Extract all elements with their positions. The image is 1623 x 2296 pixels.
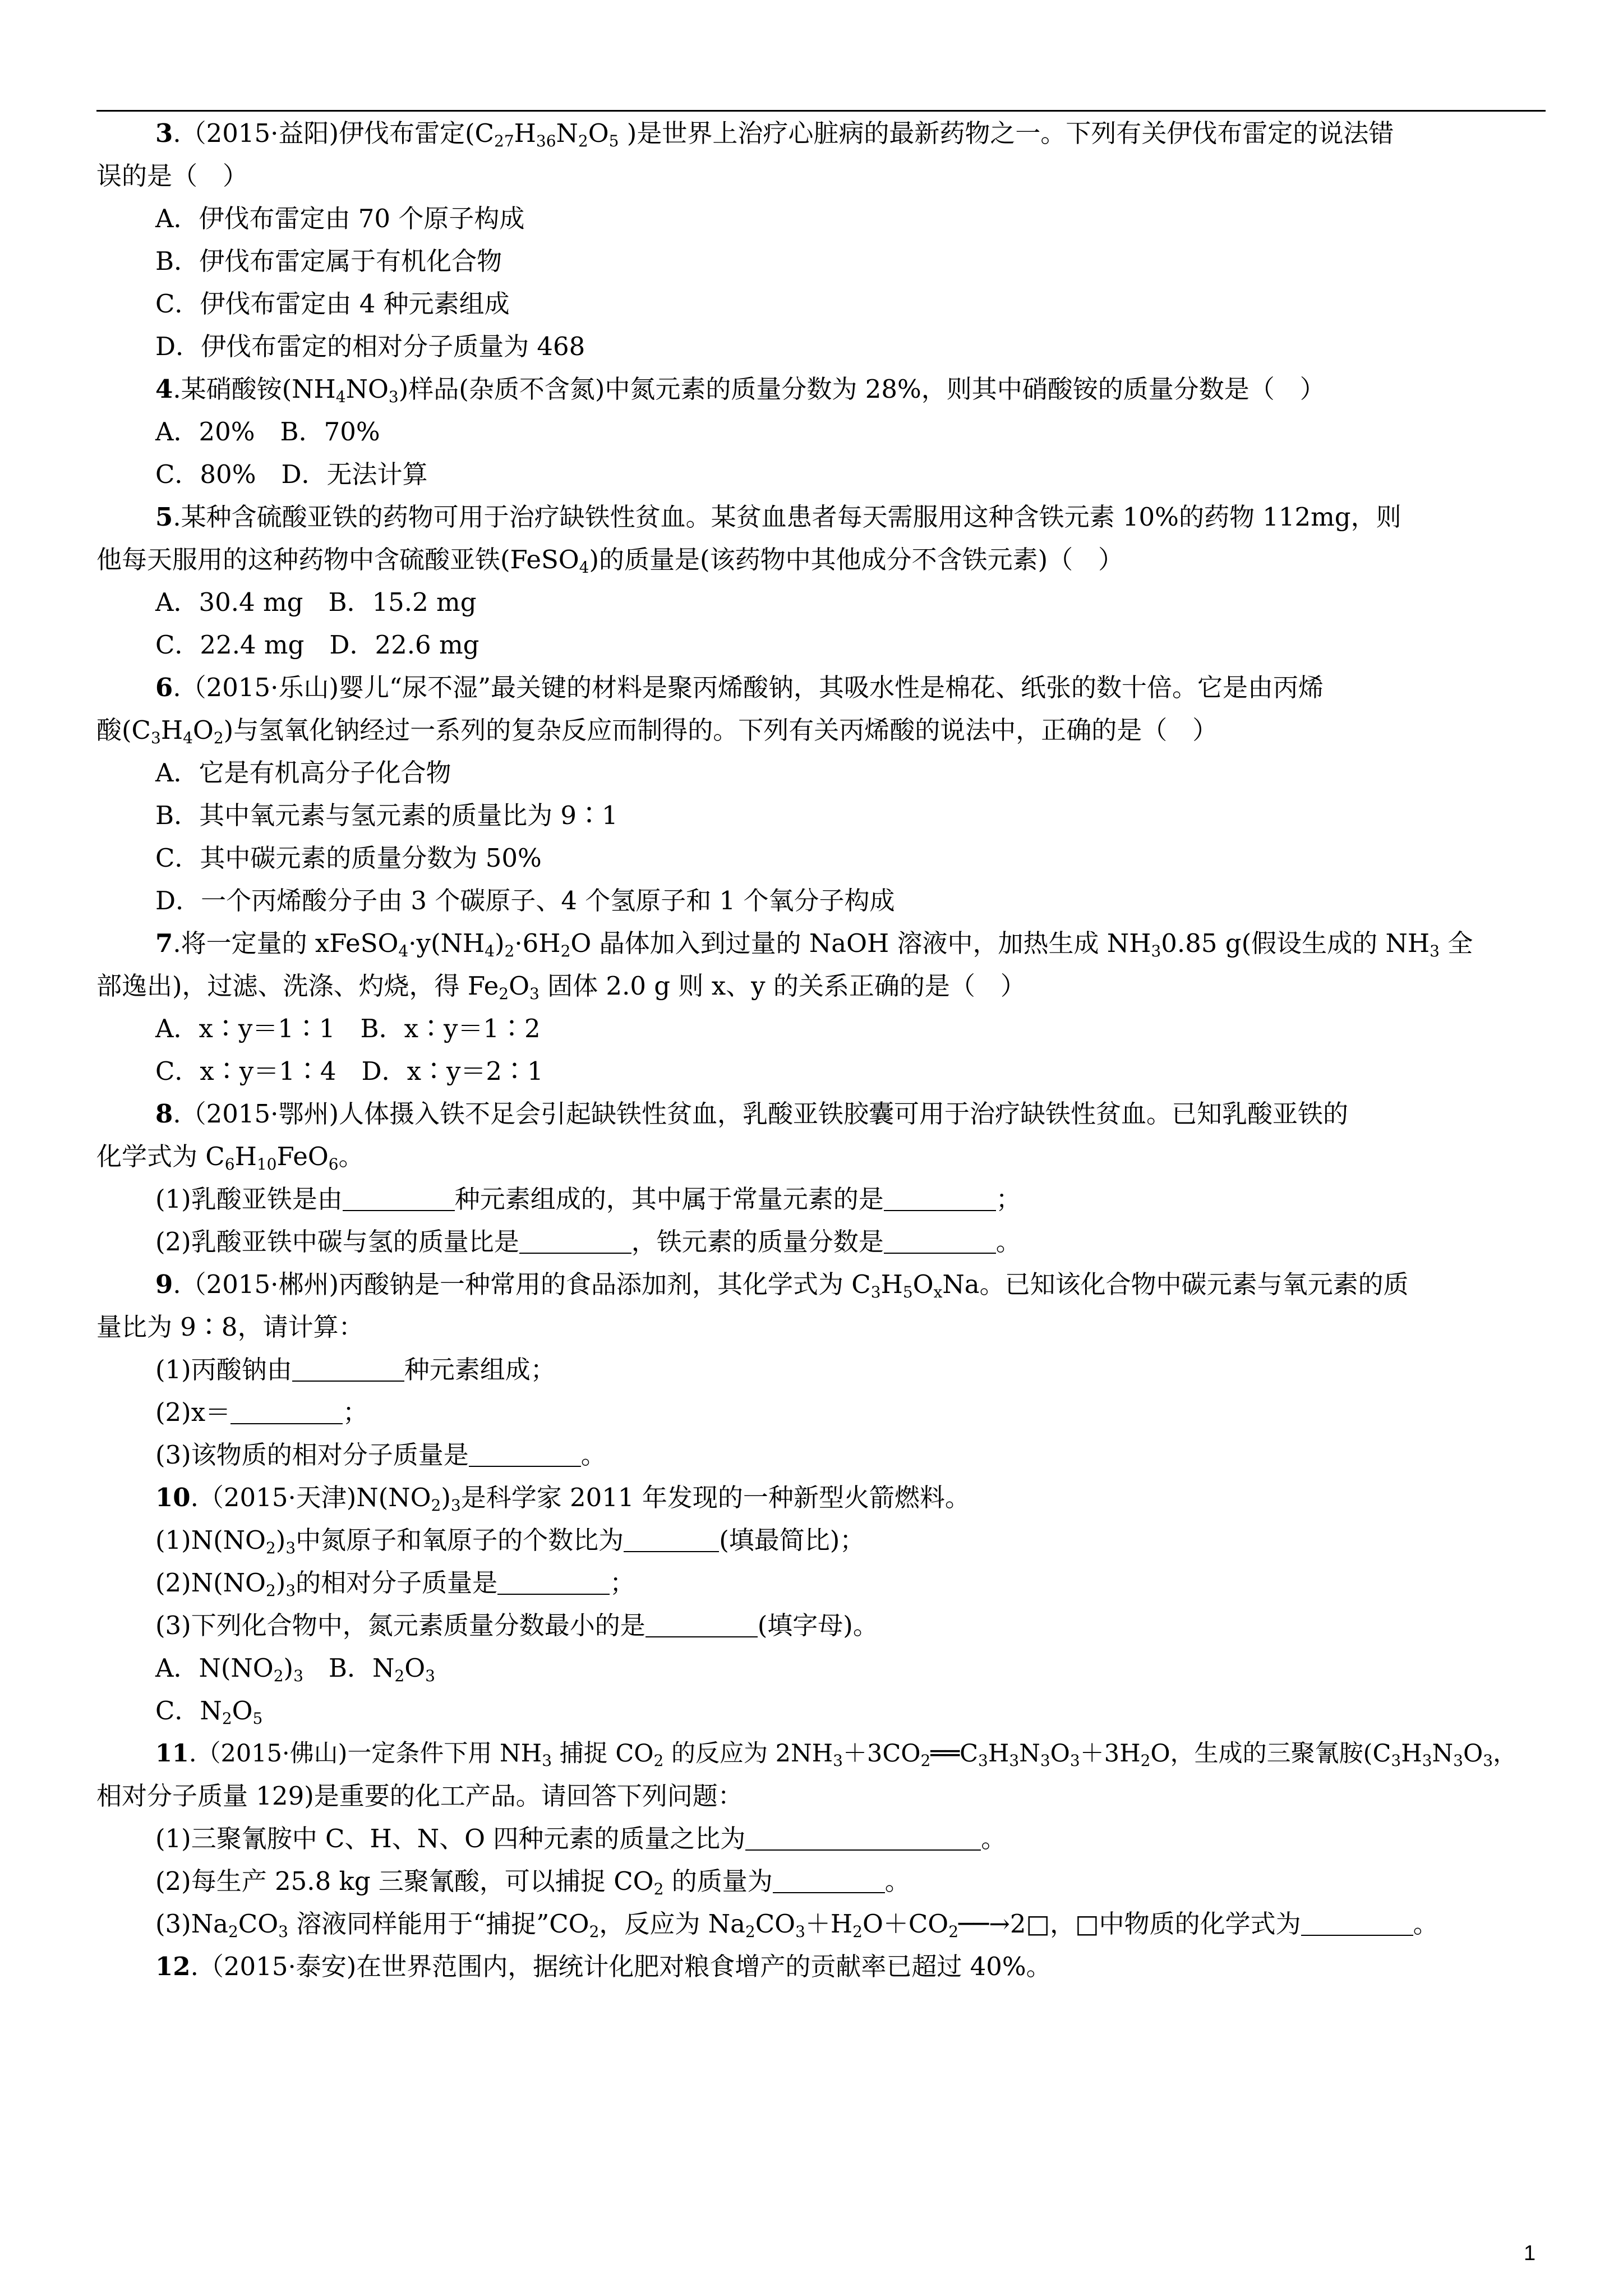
answer-blank[interactable] <box>624 1526 719 1552</box>
question-8-part-2: (2)乳酸亚铁中碳与氢的质量比是 ，铁元素的质量分数是 。 <box>155 1227 1021 1257</box>
question-11-part-2: (2)每生产 25.8 kg 三聚氰酸，可以捕捉 $CO_2$ 的质量为 。 <box>155 1866 910 1898</box>
answer-blank[interactable] <box>645 1612 758 1637</box>
question-6-line-1: 6.（2015·乐山)婴儿“尿不湿”最关键的材料是聚丙烯酸钠，其吸水性是棉花、纸张的数十倍。它是由丙烯 <box>155 673 1324 702</box>
answer-blank[interactable] <box>292 1356 404 1382</box>
answer-blank[interactable] <box>773 1867 885 1893</box>
question-9-line-1: 9.（2015·郴州)丙酸钠是一种常用的食品添加剂，其化学式为 $C_3H_5O_xNa$。已知该化合物中碳元素与氧元素的质 <box>155 1269 1409 1301</box>
question-8-line-1: 8.（2015·鄂州)人体摄入铁不足会引起缺铁性贫血，乳酸亚铁胶囊可用于治疗缺铁性贫血。已知乳酸亚铁的 <box>155 1099 1349 1129</box>
question-7-options-ab: A．x∶y＝1∶1 B．x∶y＝1∶2 <box>155 1014 541 1043</box>
question-6-option-c: C．其中碳元素的质量分数为 50% <box>155 843 542 873</box>
question-3-option-a: A．伊伐布雷定由 70 个原子构成 <box>155 204 525 233</box>
question-9-part-3: (3)该物质的相对分子质量是 。 <box>155 1440 606 1470</box>
question-10-line-1: 10.（2015·天津)$N(NO_2)_3$是科学家 2011 年发现的一种新型火箭燃料。 <box>155 1483 970 1515</box>
question-10-part-2: $(2)N(NO_2)_3$的相对分子质量是 ； <box>155 1568 635 1600</box>
question-9-part-2: (2)x＝ ； <box>155 1397 368 1427</box>
question-10-options-ab: A．$N(NO_2)_3$ B．$N_2O_3$ <box>155 1653 435 1685</box>
answer-blank[interactable] <box>230 1398 343 1424</box>
question-11-part-3: $(3)Na_2CO_3$ 溶液同样能用于“捕捉$”CO_2$，反应为 $Na_2CO_3+H_2O+CO_2──\to 2□$，□中物质的化学式为 。 <box>155 1909 1438 1941</box>
question-3-option-d: D．伊伐布雷定的相对分子质量为 468 <box>155 332 585 361</box>
answer-blank[interactable] <box>343 1185 455 1211</box>
page-number: 1 <box>1524 2242 1536 2265</box>
question-3-line-1: 3.（2015·益阳)伊伐布雷定($C_{27}H_{36}N_2O_5$ )是世界上治疗心脏病的最新药物之一。下列有关伊伐布雷定的说法错 <box>155 118 1394 150</box>
question-10-part-3: (3)下列化合物中，氮元素质量分数最小的是 (填字母)。 <box>155 1611 878 1640</box>
answer-blank[interactable] <box>745 1825 981 1851</box>
question-11-line-1: 11.（2015·佛山)一定条件下用 $NH_3$ 捕捉 $CO_2$ 的反应为 $2NH_3+3CO_2══C_3H_3N_3O_3+3H_2O$，生成的三聚氰胺($C_3H_3N_3O_3$， <box>155 1740 1518 1770</box>
question-6-line-2: 酸$(C_3H_4O_2)$与氢氧化钠经过一系列的复杂反应而制得的。下列有关丙烯酸的说法中，正确的是（ ） <box>96 715 1218 747</box>
answer-blank[interactable] <box>884 1228 996 1254</box>
answer-blank[interactable] <box>1301 1910 1413 1936</box>
question-4-options-ab: A．20% B．70% <box>155 417 380 447</box>
question-5-options-cd: C．22.4 mg D．22.6 mg <box>155 630 479 660</box>
question-10-option-c: C．$N_2O_5$ <box>155 1696 263 1728</box>
question-8-part-1: (1)乳酸亚铁是由 种元素组成的，其中属于常量元素的是 ； <box>155 1184 1021 1214</box>
question-6-option-d: D．一个丙烯酸分子由 3 个碳原子、4 个氢原子和 1 个氧分子构成 <box>155 886 895 915</box>
question-11-part-1: (1)三聚氰胺中 C、H、N、O 四种元素的质量之比为 。 <box>155 1824 1007 1853</box>
question-3-line-2: 误的是（ ） <box>96 161 248 191</box>
document-body <box>96 112 1546 1988</box>
question-4-options-cd: C．80% D．无法计算 <box>155 459 428 489</box>
question-7-options-cd: C．x∶y＝1∶4 D．x∶y＝2∶1 <box>155 1056 543 1086</box>
answer-blank[interactable] <box>469 1441 581 1467</box>
question-5-line-2: 他每天服用的这种药物中含硫酸亚铁(FeSO$_4$)的质量是(该药物中其他成分不含铁元素)（ ） <box>96 545 1124 577</box>
question-3-option-c: C．伊伐布雷定由 4 种元素组成 <box>155 289 510 319</box>
answer-blank[interactable] <box>497 1569 610 1595</box>
question-5-options-ab: A．30.4 mg B．15.2 mg <box>155 587 477 617</box>
question-11-line-2: 相对分子质量 129)是重要的化工产品。请回答下列问题： <box>96 1781 743 1811</box>
question-9-line-2: 量比为 9∶8，请计算： <box>96 1312 364 1342</box>
question-7-line-2: 部逸出)，过滤、洗涤、灼烧，得 $Fe_2O_3$ 固体 2.0 g 则 x、y 的关系正确的是（ ） <box>96 971 1026 1003</box>
question-9-part-1: (1)丙酸钠由 种元素组成； <box>155 1355 556 1384</box>
question-5-line-1: 5.某种含硫酸亚铁的药物可用于治疗缺铁性贫血。某贫血患者每天需服用这种含铁元素 10%的药物 112mg，则 <box>155 502 1401 532</box>
answer-blank[interactable] <box>884 1185 996 1211</box>
question-6-option-a: A．它是有机高分子化合物 <box>155 758 451 788</box>
question-10-part-1: $(1)N(NO_2)_3$中氮原子和氧原子的个数比为 (填最简比)； <box>155 1525 865 1557</box>
question-6-option-b: B．其中氧元素与氢元素的质量比为 9∶1 <box>155 800 618 830</box>
header-rule <box>96 110 1546 112</box>
question-8-line-2: 化学式为 $C_6H_{10}FeO_6$。 <box>96 1142 364 1174</box>
answer-blank[interactable] <box>519 1228 631 1254</box>
question-12-line-1: 12.（2015·泰安)在世界范围内，据统计化肥对粮食增产的贡献率已超过 40%。 <box>155 1952 1052 1981</box>
question-7-line-1: 7.将一定量的 $xFeSO_4\cdot y(NH_4)_2\cdot 6H_2O$ 晶体加入到过量的 NaOH 溶液中，加热生成 $NH_30.85$ g(假设生成的 $NH_3$ 全 <box>155 928 1473 960</box>
question-4-line-1: 4.某硝酸铵$(NH_4NO_3)$样品(杂质不含氮)中氮元素的质量分数为 28%，则其中硝酸铵的质量分数是（ ） <box>155 374 1325 406</box>
question-3-option-b: B．伊伐布雷定属于有机化合物 <box>155 246 502 276</box>
